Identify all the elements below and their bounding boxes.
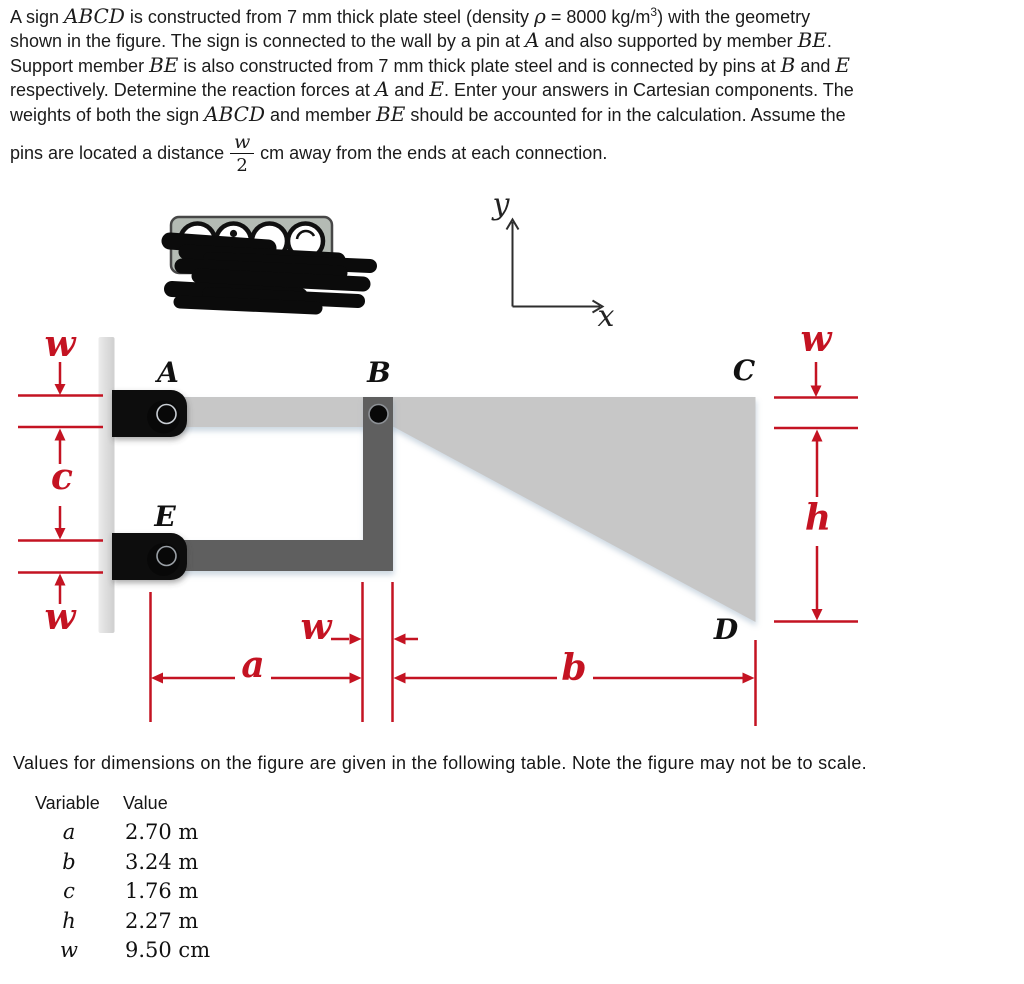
point-label-d: D [713, 613, 739, 646]
pin-e [157, 547, 176, 566]
table-variable: c [63, 879, 75, 904]
dim-label-w-bottom-left: w [44, 596, 76, 638]
dim-label-w-top-right: w [800, 318, 832, 360]
values-table [35, 818, 295, 966]
table-value: 9.50 cm [125, 938, 211, 963]
problem-line: weights of both the sign ABCD and member BE should be accounted for in the calculation. Assume the [10, 101, 846, 126]
pin-a [157, 405, 176, 424]
problem-line: shown in the figure. The sign is connected to the wall by a pin at A and also supported by member BE. [10, 28, 832, 53]
point-label-c: C [732, 354, 756, 387]
table-variable: h [62, 908, 76, 933]
dim-label-w-top-left: w [44, 323, 76, 365]
table-value: 2.27 m [125, 908, 199, 933]
table-value: 1.76 m [125, 879, 199, 904]
dim-label-w-mid: w [300, 606, 332, 648]
table-row [35, 907, 295, 937]
redacted-text-fragment: 20 [178, 279, 194, 295]
table-row [35, 877, 295, 907]
problem-line: A sign ABCD is constructed from 7 mm thick plate steel (density ρ = 8000 $kg/m^3$) with the geometry [10, 4, 811, 28]
problem-line: Support member BE is also constructed from 7 mm thick plate steel and is connected by pins at B and E [10, 52, 851, 77]
table-value: 3.24 m [125, 849, 199, 874]
sign-abcd [148, 397, 756, 622]
coordinate-axes [507, 220, 603, 313]
table-row [35, 936, 295, 966]
dim-label-a: a [241, 644, 265, 686]
x-axis-label: x [597, 299, 615, 334]
table-header-variable: Variable [35, 793, 100, 813]
table-row [35, 818, 295, 848]
point-label-e: E [154, 500, 176, 533]
dim-label-c: c [51, 456, 73, 498]
table-value: 2.70 m [125, 820, 199, 844]
y-axis-label: y [492, 187, 510, 222]
dim-label-h: h [804, 497, 832, 539]
table-intro: Values for dimensions on the figure are given in the following table. Note the figure may not be to scale. [13, 753, 867, 773]
fraction-numerator: w [234, 130, 251, 153]
pin-b [369, 405, 388, 424]
table-variable: b [62, 849, 76, 874]
table-variable: a [62, 820, 76, 844]
wall [99, 337, 115, 633]
point-label-a: A [157, 356, 179, 389]
line6-before: pins are located a distance [10, 143, 225, 164]
table-variable: w [60, 938, 78, 963]
fraction-denominator: 2 [236, 154, 248, 176]
point-label-b: B [367, 356, 391, 389]
redaction-scribbles [170, 241, 370, 308]
dim-label-b: b [561, 647, 587, 689]
line6-after: cm away from the ends at each connection. [260, 143, 608, 164]
table-header [35, 793, 168, 814]
table-header-value: Value [123, 793, 168, 813]
problem-line: respectively. Determine the reaction forces at A and E. Enter your answers in Cartesian components. The [10, 77, 854, 102]
table-row [35, 848, 295, 878]
